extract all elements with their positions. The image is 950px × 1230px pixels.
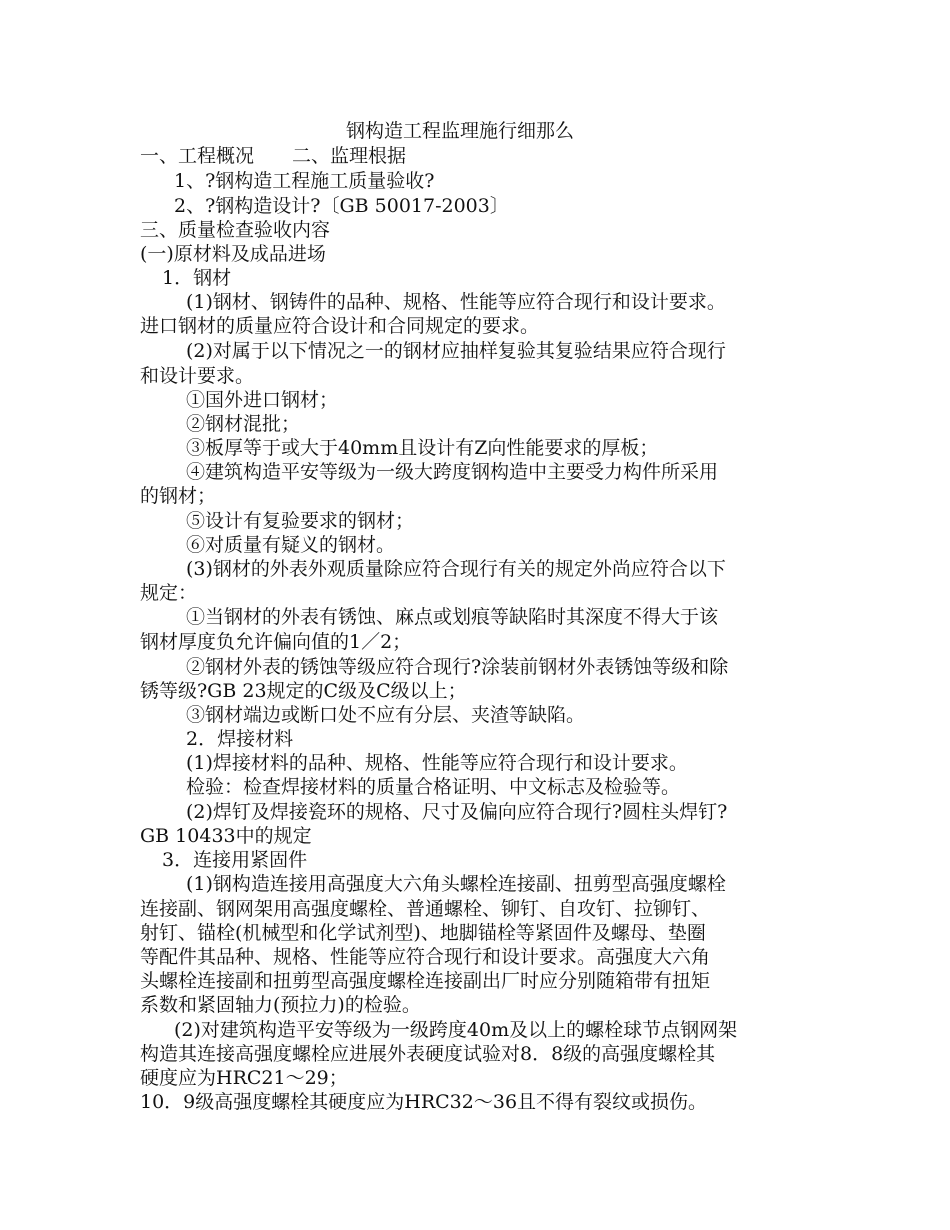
list-item: ⑤设计有复验要求的钢材； — [186, 510, 415, 532]
paragraph-line: 硬度应为HRC21～29； — [140, 1067, 348, 1089]
subsection-heading: (一)原材料及成品进场 — [140, 243, 326, 265]
paragraph-line: 进口钢材的质量应符合设计和合同规定的要求。 — [140, 315, 540, 337]
paragraph-line: 和设计要求。 — [140, 365, 255, 387]
list-item: ③板厚等于或大于40mm且设计有Z向性能要求的厚板； — [186, 437, 659, 459]
item-heading: 1．钢材 — [162, 267, 232, 289]
paragraph-line: GB 10433中的规定 — [140, 825, 312, 847]
list-item: ⑥对质量有疑义的钢材。 — [186, 534, 396, 556]
paragraph-line: 连接副、钢网架用高强度螺栓、普通螺栓、铆钉、自攻钉、拉铆钉、 — [140, 898, 711, 920]
list-item: ④建筑构造平安等级为一级大跨度钢构造中主要受力构件所采用 — [186, 461, 719, 483]
list-item: ①国外进口钢材； — [186, 389, 339, 411]
paragraph-line: 规定： — [140, 582, 198, 604]
list-item: 2、?钢构造设计?〔GB 50017-2003〕 — [174, 195, 509, 217]
paragraph-line: (1)钢构造连接用高强度大六角头螺栓连接副、扭剪型高强度螺栓 — [186, 873, 726, 895]
list-item-continuation: 的钢材； — [140, 485, 217, 507]
list-item: ①当钢材的外表有锈蚀、麻点或划痕等缺陷时其深度不得大于该 — [186, 606, 719, 628]
list-item: 1、?钢构造工程施工质量验收? — [174, 170, 435, 192]
paragraph-line: 检验：检查焊接材料的质量合格证明、中文标志及检验等。 — [186, 776, 681, 798]
paragraph-line: 10．9级高强度螺栓其硬度应为HRC32～36且不得有裂纹或损伤。 — [140, 1091, 708, 1113]
section-heading: 三、质量检查验收内容 — [140, 219, 331, 241]
paragraph-line: (2)对建筑构造平安等级为一级跨度40m及以上的螺栓球节点钢网架 — [174, 1019, 738, 1041]
paragraph-line: 头螺栓连接副和扭剪型高强度螺栓连接副出厂时应分别随箱带有扭矩 — [140, 970, 711, 992]
section-heading: 一、工程概况 二、监理根据 — [140, 145, 407, 167]
paragraph-line: 等配件其品种、规格、性能等应符合现行和设计要求。高强度大六角 — [140, 946, 711, 968]
paragraph-line: (3)钢材的外表外观质量除应符合现行有关的规定外尚应符合以下 — [186, 558, 726, 580]
item-heading: 3．连接用紧固件 — [162, 849, 308, 871]
list-item: ②钢材混批； — [186, 413, 301, 435]
paragraph-line: 射钉、锚栓(机械型和化学试剂型)、地脚锚栓等紧固件及螺母、垫圈 — [140, 922, 706, 944]
list-item: ②钢材外表的锈蚀等级应符合现行?涂装前钢材外表锈蚀等级和除 — [186, 656, 729, 678]
item-heading: 2．焊接材料 — [186, 728, 294, 750]
paragraph-line: 构造其连接高强度螺栓应进展外表硬度试验对8．8级的高强度螺栓其 — [140, 1043, 716, 1065]
paragraph-line: (2)对属于以下情况之一的钢材应抽样复验其复验结果应符合现行 — [186, 340, 726, 362]
paragraph-line: (1)钢材、钢铸件的品种、规格、性能等应符合现行和设计要求。 — [186, 291, 726, 313]
list-item-continuation: 钢材厚度负允许偏向值的1／2； — [140, 631, 412, 653]
paragraph-line: (1)焊接材料的品种、规格、性能等应符合现行和设计要求。 — [186, 752, 688, 774]
document-title: 钢构造工程监理施行细那么 — [346, 120, 575, 142]
paragraph-line: 系数和紧固轴力(预拉力)的检验。 — [140, 994, 421, 1016]
paragraph-line: (2)焊钉及焊接瓷环的规格、尺寸及偏向应符合现行?圆柱头焊钉? — [186, 801, 728, 823]
list-item-continuation: 锈等级?GB 23规定的C级及C级以上； — [140, 680, 467, 702]
list-item: ③钢材端边或断口处不应有分层、夹渣等缺陷。 — [186, 704, 586, 726]
